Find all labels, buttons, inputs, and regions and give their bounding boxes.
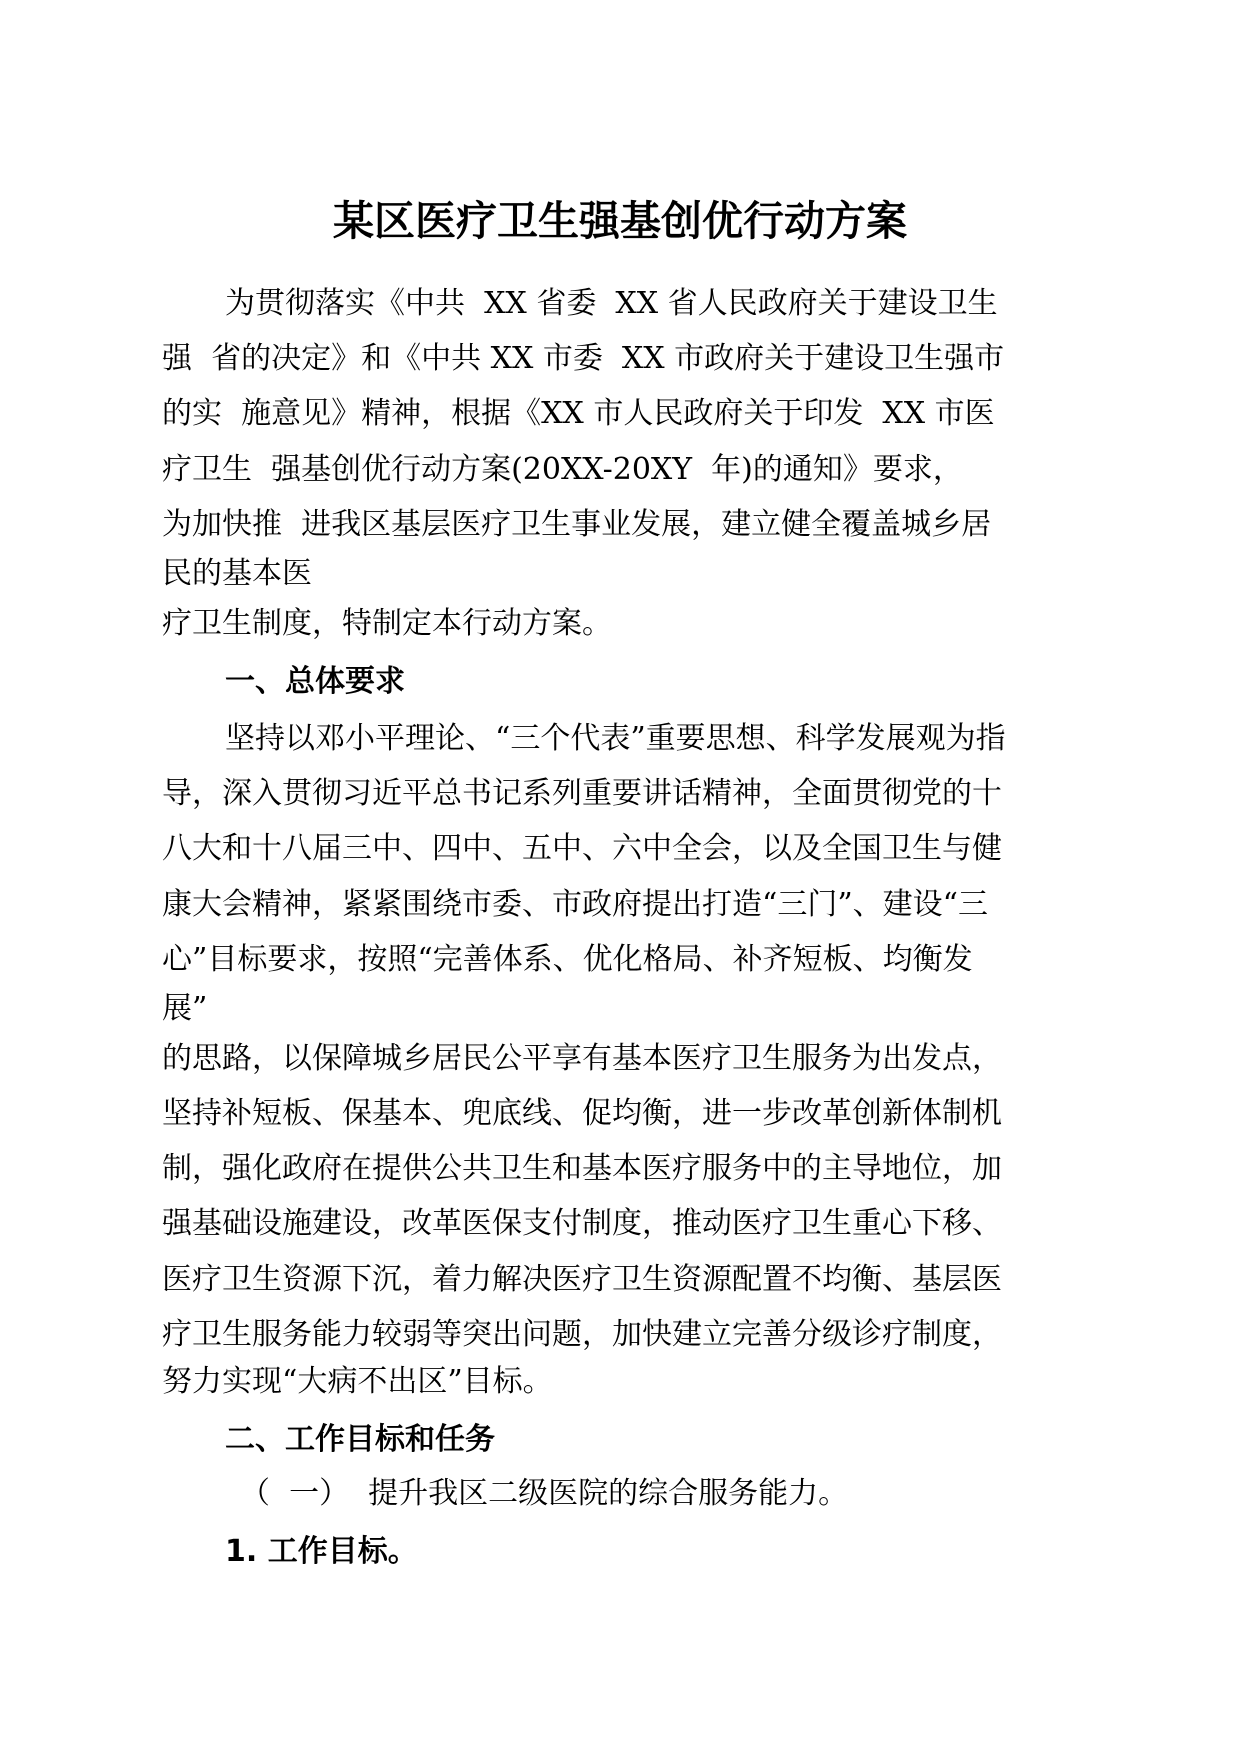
section1-line: 心”目标要求，按照“完善体系、优化格局、补齐短板、均衡发 [162, 942, 973, 977]
intro-line: 民的基本医 [162, 556, 312, 591]
section1-line: 疗卫生服务能力较弱等突出问题，加快建立完善分级诊疗制度， [162, 1317, 1002, 1352]
intro-line: 强 省的决定》和《中共 XX 市委 XX 市政府关于建设卫生强市 [162, 341, 1005, 376]
intro-line: 为加快推 进我区基层医疗卫生事业发展，建立健全覆盖城乡居 [162, 507, 992, 542]
section1-line: 医疗卫生资源下沉，着力解决医疗卫生资源配置不均衡、基层医 [162, 1262, 1002, 1297]
section1-line: 制，强化政府在提供公共卫生和基本医疗服务中的主导地位，加 [162, 1151, 1002, 1186]
subsection-heading: （ 一） 提升我区二级医院的综合服务能力。 [240, 1476, 849, 1511]
item-heading: 1. 工作目标。 [225, 1534, 418, 1569]
section1-line: 坚持补短板、保基本、兜底线、促均衡，进一步改革创新体制机 [162, 1096, 1002, 1131]
intro-line: 疗卫生制度，特制定本行动方案。 [162, 606, 612, 641]
section1-line: 康大会精神，紧紧围绕市委、市政府提出打造“三门”、建设“三 [162, 887, 989, 922]
section1-line: 坚持以邓小平理论、“三个代表”重要思想、科学发展观为指 [225, 721, 1006, 756]
intro-line: 疗卫生 强基创优行动方案(20XX-20XY 年)的通知》要求， [162, 452, 963, 487]
section1-line: 八大和十八届三中、四中、五中、六中全会，以及全国卫生与健 [162, 831, 1002, 866]
section1-line: 强基础设施建设，改革医保支付制度，推动医疗卫生重心下移、 [162, 1206, 1002, 1241]
intro-line: 的实 施意见》精神，根据《XX 市人民政府关于印发 XX 市医 [162, 396, 995, 431]
intro-line: 为贯彻落实《中共 XX 省委 XX 省人民政府关于建设卫生 [225, 286, 998, 321]
section-heading-1: 一、总体要求 [225, 664, 405, 699]
section1-line: 的思路，以保障城乡居民公平享有基本医疗卫生服务为出发点， [162, 1041, 1002, 1076]
document-title: 某区医疗卫生强基创优行动方案 [333, 197, 907, 245]
section1-line: 展” [162, 991, 208, 1026]
section1-line: 导，深入贯彻习近平总书记系列重要讲话精神，全面贯彻党的十 [162, 776, 1002, 811]
section-heading-2: 二、工作目标和任务 [225, 1422, 495, 1457]
section1-line: 努力实现“大病不出区”目标。 [162, 1364, 553, 1399]
